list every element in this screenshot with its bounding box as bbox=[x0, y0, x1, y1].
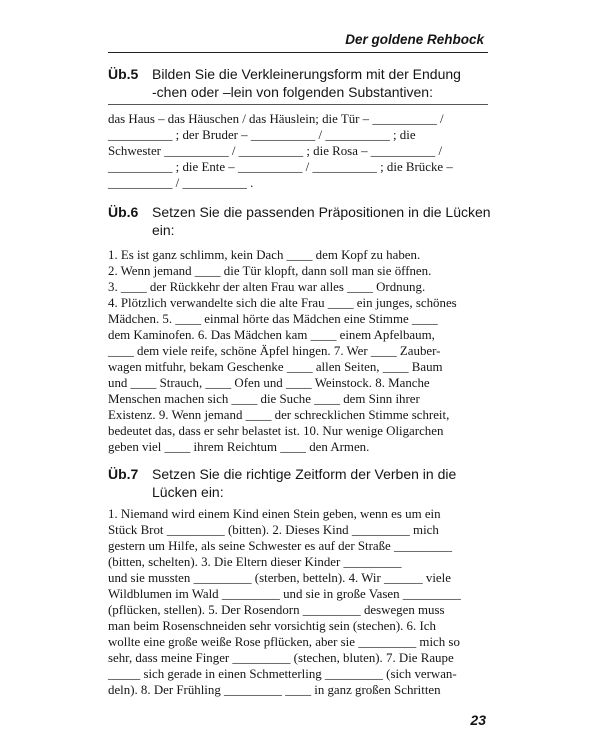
page-number: 23 bbox=[470, 712, 486, 728]
exercise-5-rule bbox=[108, 104, 488, 105]
exercise-6-line: Existenz. 9. Wenn jemand ____ der schrecklichen Stimme schreit, bbox=[108, 408, 450, 422]
exercise-6-line: wagen mitfuhr, bekam Geschenke ____ allen Seiten, ____ Baum bbox=[108, 360, 443, 374]
exercise-7-line: man beim Rosenschneiden sehr vorsichtig sein (stechen). 6. Ich bbox=[108, 619, 436, 633]
exercise-6-line: bedeutet das, dass er sehr belastet ist. 10. Nur wenige Oligarchen bbox=[108, 424, 444, 438]
exercise-7-line: (pflücken, stellen). 5. Der Rosendorn _________ deswegen muss bbox=[108, 603, 445, 617]
exercise-5-line: Schwester __________ / __________ ; die Rosa – __________ / bbox=[108, 144, 443, 158]
exercise-5-heading-line: -chen oder –lein von folgenden Substantiven: bbox=[152, 84, 433, 100]
exercise-6-line: und ____ Strauch, ____ Ofen und ____ Weinstock. 8. Manche bbox=[108, 376, 430, 390]
exercise-5-line: __________ / __________ . bbox=[108, 176, 254, 190]
exercise-5-line: __________ ; die Ente – __________ / __________ ; die Brücke – bbox=[108, 160, 453, 174]
exercise-7-line: sehr, dass meine Finger _________ (stechen, bluten). 7. Die Raupe bbox=[108, 651, 454, 665]
exercise-6-line: geben viel ____ ihrem Reichtum ____ den Armen. bbox=[108, 440, 370, 454]
exercise-7-line: gestern um Hilfe, als seine Schwester es auf der Straße _________ bbox=[108, 539, 453, 553]
exercise-6-heading-line: Setzen Sie die passenden Präpositionen in die Lücken bbox=[152, 204, 491, 220]
exercise-6-line: ____ dem viele reife, schöne Äpfel hingen. 7. Wer ____ Zauber- bbox=[108, 344, 441, 358]
exercise-7-line: Wildblumen im Wald _________ und sie in große Vasen _________ bbox=[108, 587, 461, 601]
exercise-6-number: Üb.6 bbox=[108, 204, 139, 220]
exercise-6-line: Mädchen. 5. ____ einmal hörte das Mädchen eine Stimme ____ bbox=[108, 312, 438, 326]
exercise-5-line: __________ ; der Bruder – __________ / __________ ; die bbox=[108, 128, 416, 142]
exercise-6-line: 2. Wenn jemand ____ die Tür klopft, dann soll man sie öffnen. bbox=[108, 264, 432, 278]
exercise-7-line: _____ sich gerade in einen Schmetterling _________ (sich verwan- bbox=[108, 667, 457, 681]
header-rule bbox=[108, 52, 488, 53]
exercise-6-line: dem Kaminofen. 6. Das Mädchen kam ____ einem Apfelbaum, bbox=[108, 328, 435, 342]
exercise-6-line: 3. ____ der Rückkehr der alten Frau war alles ____ Ordnung. bbox=[108, 280, 426, 294]
exercise-7-heading-line: Lücken ein: bbox=[152, 484, 224, 500]
exercise-7-line: 1. Niemand wird einem Kind einen Stein geben, wenn es um ein bbox=[108, 507, 441, 521]
exercise-7-line: und sie mussten _________ (sterben, betteln). 4. Wir ______ viele bbox=[108, 571, 451, 585]
exercise-6-heading-line: ein: bbox=[152, 222, 175, 238]
exercise-7-line: (bitten, schelten). 3. Die Eltern dieser Kinder _________ bbox=[108, 555, 402, 569]
exercise-6-line: 1. Es ist ganz schlimm, kein Dach ____ dem Kopf zu haben. bbox=[108, 248, 421, 262]
exercise-5-heading-line: Bilden Sie die Verkleinerungsform mit der Endung bbox=[152, 66, 461, 82]
exercise-7-line: Stück Brot _________ (bitten). 2. Dieses Kind _________ mich bbox=[108, 523, 439, 537]
exercise-7-line: wollte eine große weiße Rose pflücken, aber sie _________ mich so bbox=[108, 635, 460, 649]
exercise-5-number: Üb.5 bbox=[108, 66, 139, 82]
running-head: Der goldene Rehbock bbox=[345, 32, 484, 47]
exercise-6-line: 4. Plötzlich verwandelte sich die alte Frau ____ ein junges, schönes bbox=[108, 296, 457, 310]
exercise-7-line: deln). 8. Der Frühling _________ ____ in ganz großen Schritten bbox=[108, 683, 441, 697]
exercise-6-line: Menschen machen sich ____ die Suche ____ dem Sinn ihrer bbox=[108, 392, 420, 406]
exercise-5-line: das Haus – das Häuschen / das Häuslein; die Tür – __________ / bbox=[108, 112, 444, 126]
exercise-7-heading-line: Setzen Sie die richtige Zeitform der Verben in die bbox=[152, 466, 457, 482]
exercise-7-number: Üb.7 bbox=[108, 466, 139, 482]
